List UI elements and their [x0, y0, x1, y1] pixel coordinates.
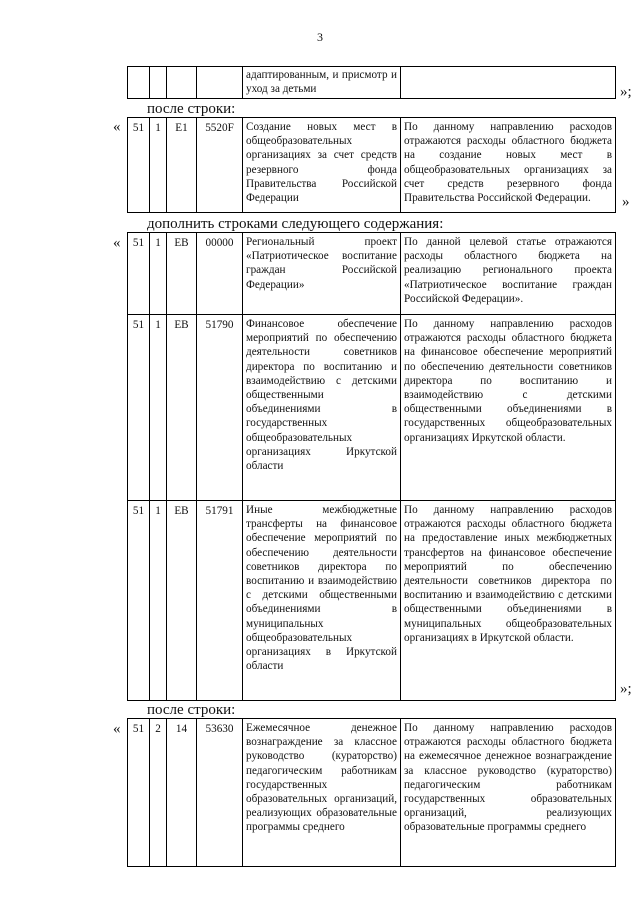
code-cell: 1: [150, 315, 167, 501]
table-row: [128, 501, 616, 701]
code-cell: 1: [150, 501, 167, 701]
table-fragment-top: [127, 66, 616, 99]
row-name: Иные межбюджетные трансферты на финансовое обеспечение мероприятий по обеспечению деятельности советников директора по воспитанию и взаимодействию с детскими общественными объединениями в муниципальных общеобразовательных организациях в Иркутской области: [243, 501, 401, 701]
code-cell: 14: [167, 719, 197, 867]
row-description: По данному направлению расходов отражаются расходы областного бюджета на финансовое обеспечение мероприятий по обеспечению деятельности советников директора по воспитанию и взаимодействию с детскими общественными объединениями в государственных общеобразовательных организациях Иркутской области.: [401, 315, 616, 501]
cell: [167, 67, 197, 99]
code-cell: 51791: [197, 501, 243, 701]
opening-quote: «: [113, 235, 121, 251]
cell: [197, 67, 243, 99]
row-name: Создание новых мест в общеобразовательных организациях за счет средств резервного фонда Правительства Российской Федерации: [243, 118, 401, 213]
table-row: [128, 315, 616, 501]
cell: [128, 67, 150, 99]
row-description: По данному направлению расходов отражаются расходы областного бюджета на создание новых мест в общеобразовательных организациях за счет средств резервного фонда Правительства Российской Федерации.: [401, 118, 616, 213]
row-description: По данной целевой статье отражаются расходы областного бюджета на реализацию регионального проекта «Патриотическое воспитание граждан Российской Федерации».: [401, 233, 616, 315]
code-cell: 51: [128, 315, 150, 501]
after-row-label: после строки:: [147, 702, 236, 718]
code-cell: 53630: [197, 719, 243, 867]
opening-quote: «: [113, 721, 121, 737]
code-cell: 1: [150, 233, 167, 315]
code-cell: EB: [167, 501, 197, 701]
code-cell: 51: [128, 118, 150, 213]
supplement-label: дополнить строками следующего содержания:: [147, 216, 444, 232]
code-cell: 00000: [197, 233, 243, 315]
page-number: 3: [317, 30, 323, 44]
after-row-label: после строки:: [147, 101, 236, 117]
code-cell: 51790: [197, 315, 243, 501]
closing-quote: »: [622, 194, 630, 210]
code-cell: EB: [167, 315, 197, 501]
row-name: Финансовое обеспечение мероприятий по обеспечению деятельности советников директора по воспитанию и взаимодействию с детскими общественными объединениями в государственных общеобразовательных организациях Иркутской области: [243, 315, 401, 501]
closing-quote: »;: [620, 84, 632, 100]
row-name: Ежемесячное денежное вознаграждение за классное руководство (кураторство) педагогическим работникам государственных образовательных организаций, реализующих образовательные программы среднего: [243, 719, 401, 867]
row-description: По данному направлению расходов отражаются расходы областного бюджета на предоставление иных межбюджетных трансфертов на финансовое обеспечение мероприятий по обеспечению деятельности советников директора по воспитанию и взаимодействию с детскими общественными объединениями в муниципальных общеобразовательных организациях в Иркутской области.: [401, 501, 616, 701]
code-cell: E1: [167, 118, 197, 213]
code-cell: EB: [167, 233, 197, 315]
code-cell: 1: [150, 118, 167, 213]
table-block-b: [127, 232, 616, 701]
row-name: адаптированным, и присмотр и уход за детьми: [243, 67, 401, 99]
row-description: [401, 67, 616, 99]
code-cell: 51: [128, 719, 150, 867]
code-cell: 2: [150, 719, 167, 867]
table-row-a: [127, 117, 616, 213]
table-row-c: [127, 718, 616, 867]
code-cell: 51: [128, 233, 150, 315]
code-cell: 5520F: [197, 118, 243, 213]
table-row: [128, 233, 616, 315]
row-description: По данному направлению расходов отражаются расходы областного бюджета на ежемесячное денежное вознаграждение за классное руководство (кураторство) педагогическим работникам государственных образовательных организаций, реализующих образовательные программы среднего: [401, 719, 616, 867]
row-name: Региональный проект «Патриотическое воспитание граждан Российской Федерации»: [243, 233, 401, 315]
cell: [150, 67, 167, 99]
code-cell: 51: [128, 501, 150, 701]
opening-quote: «: [113, 119, 121, 135]
closing-quote: »;: [620, 681, 632, 697]
